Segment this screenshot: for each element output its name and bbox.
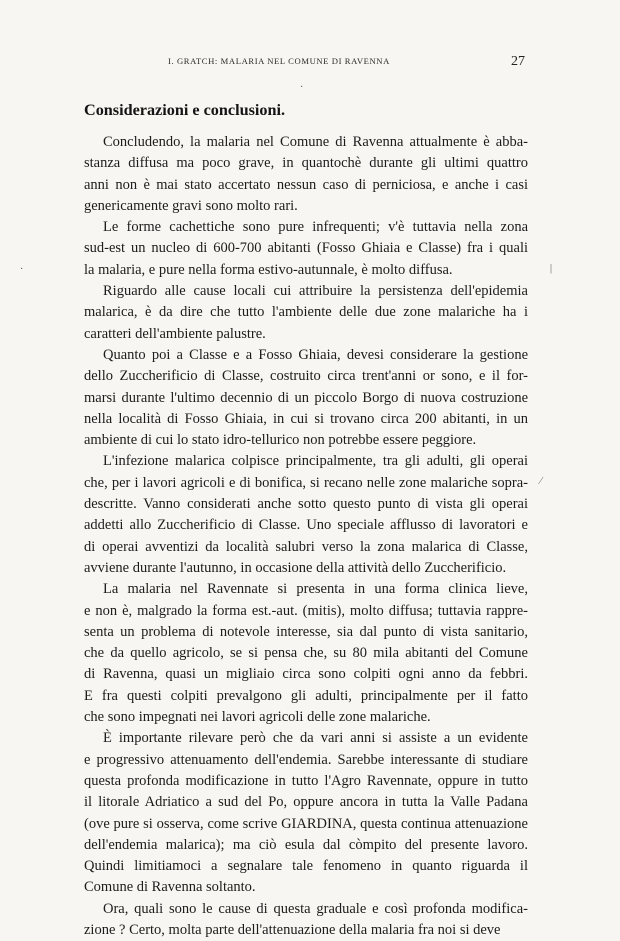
text-line: descritte. Vanno considerati anche sotto questo punto di vista gli operai (84, 496, 528, 513)
text-line: Le forme cachettiche sono pure infrequenti; v'è tuttavia nella zona (103, 219, 528, 236)
scan-speck: · (20, 264, 24, 275)
text-line: di operai avventizi da località salubri verso la zona malarica di Classe, (84, 538, 528, 555)
scan-speck: ⁄ (540, 476, 542, 487)
paragraph (84, 217, 528, 281)
text-line: ambiente di cui lo stato idro-tellurico non potrebbe essere peggiore. (84, 432, 477, 449)
text-line: marsi durante l'ultimo decennio di un piccolo Borgo di nuova costruzione (84, 389, 528, 406)
paragraph (84, 728, 528, 898)
running-head: I. GRATCH: MALARIA NEL COMUNE DI RAVENNA (168, 56, 390, 66)
paragraph (84, 451, 528, 579)
section-title: Considerazioni e conclusioni. (84, 101, 286, 119)
text-line: E fra questi colpiti prevalgono gli adulti, principalmente per il fatto (84, 687, 528, 704)
scan-speck: | (550, 263, 553, 274)
paragraph (84, 345, 528, 451)
text-line: Concludendo, la malaria nel Comune di Ravenna attualmente è abba- (103, 134, 528, 150)
text-line: caratteri dell'ambiente palustre. (84, 325, 266, 342)
text-line: malarica, è da dire che tutto l'ambiente delle due zone malariche ha i (84, 304, 528, 321)
text-line: zione ? Certo, molta parte dell'attenuazione della malaria fra noi si deve (84, 921, 501, 938)
paragraph (84, 899, 528, 941)
text-line: stanza diffusa ma poco grave, in quantochè durante gli ultimi quattro (84, 155, 528, 172)
page-number: 27 (511, 54, 525, 69)
text-line: Quanto poi a Classe e a Fosso Ghiaia, devesi considerare la gestione (103, 346, 528, 363)
text-line: Quindi limitiamoci a segnalare tale fenomeno in quanto riguarda il (84, 858, 528, 875)
text-line: Ora, quali sono le cause di questa graduale e così profonda modifica- (103, 900, 528, 917)
text-line: di Ravenna, quasi un migliaio circa sono colpiti ogni anno da febbri. (84, 666, 528, 683)
text-line: Comune di Ravenna soltanto. (84, 879, 256, 896)
paragraph (84, 132, 528, 217)
text-line: L'infezione malarica colpisce principalmente, tra gli adulti, gli operai (103, 453, 528, 470)
paragraph (84, 281, 528, 345)
text-line: La malaria nel Ravennate si presenta in una forma clinica lieve, (103, 581, 528, 598)
text-line: senta un problema di notevole interesse, sia dal punto di vista sanitario, (84, 623, 528, 640)
text-line: nella località di Fosso Ghiaia, in cui si trovano circa 200 abitanti, in un (84, 410, 528, 427)
text-line: dello Zuccherificio di Classe, costruito circa trent'anni or sono, e il for- (84, 368, 528, 385)
paragraph (84, 579, 528, 728)
text-line: Riguardo alle cause locali cui attribuire la persistenza dell'epidemia (103, 283, 528, 300)
body-text (84, 132, 528, 941)
text-line: che da quello agricolo, se si pensa che, su 80 mila abitanti del Comune (84, 645, 528, 662)
text-line: genericamente gravi sono molto rari. (84, 197, 298, 214)
text-line: dell'endemia malarica); ma ciò esula dal còmpito del presente lavoro. (84, 836, 528, 853)
text-line: il litorale Adriatico a sud del Po, oppure ancora in tutta la Valle Padana (84, 794, 528, 811)
text-line: che, per i lavori agricoli e di bonifica, si recano nelle zone malariche sopra- (84, 474, 528, 491)
text-line: avviene durante l'autunno, in occasione della attività dello Zuccherificio. (84, 559, 507, 576)
text-line: e progressivo attenuamento dell'endemia. Sarebbe interessante di studiare (84, 751, 528, 768)
text-line: addetti allo Zuccherificio di Classe. Uno speciale afflusso di lavoratori e (84, 517, 528, 534)
text-line: sud-est un nucleo di 600-700 abitanti (Fosso Ghiaia e Classe) fra i quali (84, 240, 528, 257)
text-line: (ove pure si osserva, come scrive GIARDINA, questa continua attenuazione (84, 815, 528, 832)
text-line: che sono impegnati nei lavori agricoli delle zone malariche. (84, 709, 431, 726)
text-line: e non è, malgrado la forma est.-aut. (mitis), molto diffusa; tuttavia rappre- (84, 602, 528, 619)
text-line: questa profonda modificazione in tutto l'Agro Ravennate, oppure in tutto (84, 772, 528, 789)
text-line: la malaria, e pure nella forma estivo-autunnale, è molto diffusa. (84, 261, 453, 278)
text-line: È importante rilevare però che da vari anni si assiste a un evidente (103, 730, 528, 747)
text-line: anni non è mai stato accertato nessun caso di perniciosa, e anche i casi (84, 176, 528, 193)
scan-speck: · (300, 82, 304, 93)
